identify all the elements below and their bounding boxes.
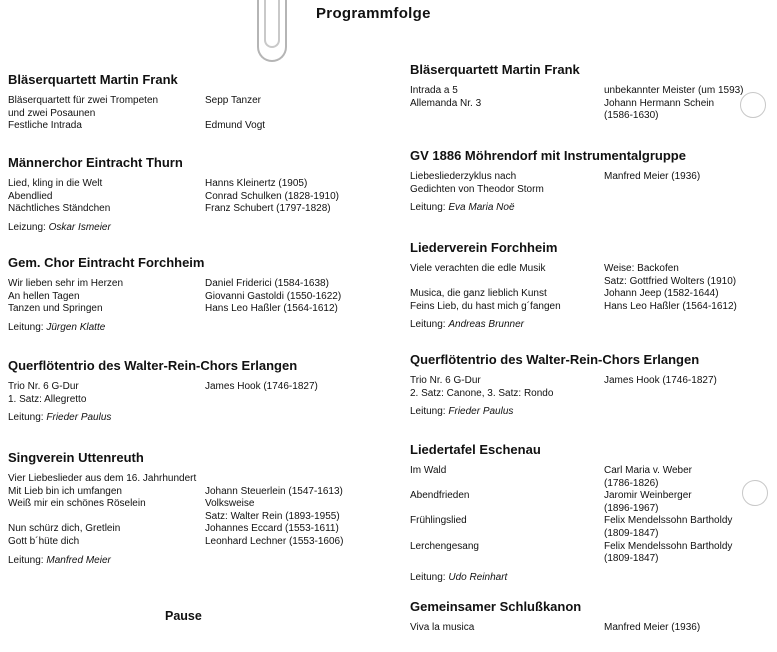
composer: Johann Jeep (1582-1644) xyxy=(604,288,719,300)
piece-title: Vier Liebeslieder aus dem 16. Jahrhundert xyxy=(8,473,197,484)
piece-title: Bläserquartett für zwei Trompeten xyxy=(8,95,159,106)
conductor-name: Manfred Meier xyxy=(46,554,111,566)
piece-title: Festliche Intrada xyxy=(8,120,82,132)
program-row xyxy=(410,503,772,516)
piece-title: Viele verachten die edle Musik xyxy=(410,263,546,274)
conductor-label: Leitung: xyxy=(8,554,47,566)
program-row xyxy=(8,178,378,191)
piece-title: Frühlingslied xyxy=(410,515,467,527)
composer: (1896-1967) xyxy=(604,502,659,514)
conductor-line xyxy=(8,322,378,334)
piece-title: Abendfrieden xyxy=(410,490,470,502)
program-row xyxy=(410,288,772,301)
left-section xyxy=(8,72,378,133)
program-row xyxy=(410,515,772,528)
conductor-label: Leizung: xyxy=(8,221,49,233)
right-section xyxy=(410,599,772,635)
composer: Leonhard Lechner (1553-1606) xyxy=(205,535,344,547)
program-row xyxy=(410,622,772,635)
conductor-line xyxy=(410,319,772,331)
conductor-line xyxy=(410,406,772,418)
page-title: Programmfolge xyxy=(316,5,431,22)
piece-title: und zwei Posaunen xyxy=(8,107,96,119)
composer: Hanns Kleinertz (1905) xyxy=(205,178,308,189)
left-section xyxy=(8,358,378,424)
program-row xyxy=(8,303,378,316)
conductor-label: Leitung: xyxy=(410,406,449,418)
program-rows xyxy=(8,381,378,406)
section-heading: GV 1886 Möhrendorf mit Instrumentalgruppe xyxy=(410,148,686,163)
piece-title: Nun schürz dich, Gretlein xyxy=(8,523,121,535)
composer: Johann Steuerlein (1547-1613) xyxy=(205,485,343,497)
composer: Hans Leo Haßler (1564-1612) xyxy=(604,300,737,312)
program-row xyxy=(8,523,378,536)
program-row xyxy=(8,498,378,511)
program-row xyxy=(8,108,378,121)
conductor-line xyxy=(410,572,772,584)
section-heading: Querflötentrio des Walter-Rein-Chors Erlangen xyxy=(8,358,298,373)
piece-title: An hellen Tagen xyxy=(8,290,80,302)
program-row xyxy=(410,490,772,503)
composer: James Hook (1746-1827) xyxy=(604,375,717,386)
composer: Manfred Meier (1936) xyxy=(604,622,701,633)
conductor-label: Leitung: xyxy=(410,319,449,331)
program-row xyxy=(8,511,378,524)
section-heading: Liedertafel Eschenau xyxy=(410,442,541,457)
conductor-name: Frieder Paulus xyxy=(448,406,514,418)
program-row xyxy=(410,375,772,388)
piece-title: Allemanda Nr. 3 xyxy=(410,97,482,109)
composer: Satz: Walter Rein (1893-1955) xyxy=(205,510,340,522)
conductor-label: Leitung: xyxy=(410,202,449,214)
composer: Satz: Gottfried Wolters (1910) xyxy=(604,275,737,287)
conductor-name: Andreas Brunner xyxy=(448,319,524,331)
program-row xyxy=(410,184,772,197)
program-row xyxy=(410,553,772,566)
conductor-name: Oskar Ismeier xyxy=(48,221,111,233)
piece-title: Weiß mir ein schönes Röselein xyxy=(8,498,146,510)
conductor-line xyxy=(410,202,772,214)
pause-label: Pause xyxy=(165,609,202,623)
piece-title: Lerchengesang xyxy=(410,540,479,552)
piece-title: Feins Lieb, du hast mich g´fangen xyxy=(410,300,561,312)
program-row xyxy=(410,85,772,98)
composer: Felix Mendelssohn Bartholdy xyxy=(604,540,733,552)
conductor-label: Leitung: xyxy=(410,571,449,583)
composer: Edmund Vogt xyxy=(205,120,266,132)
program-row xyxy=(410,465,772,478)
composer: Johannes Eccard (1553-1611) xyxy=(205,523,339,535)
piece-title: Trio Nr. 6 G-Dur xyxy=(8,381,79,392)
section-heading: Gem. Chor Eintracht Forchheim xyxy=(8,255,205,270)
composer: Volksweise xyxy=(205,498,255,510)
program-row xyxy=(410,263,772,276)
conductor-name: Jürgen Klatte xyxy=(46,321,106,333)
composer: unbekannter Meister (um 1593) xyxy=(604,85,744,96)
program-row xyxy=(8,486,378,499)
conductor-name: Frieder Paulus xyxy=(46,412,112,424)
program-row xyxy=(410,528,772,541)
program-row xyxy=(8,473,378,486)
piece-title: Abendlied xyxy=(8,190,53,202)
left-section xyxy=(8,450,378,567)
piece-title: Musica, die ganz lieblich Kunst xyxy=(410,288,547,300)
program-rows xyxy=(8,95,378,133)
program-rows xyxy=(410,263,772,313)
left-section xyxy=(8,155,378,234)
program-row xyxy=(410,301,772,314)
conductor-line xyxy=(8,412,378,424)
program-row xyxy=(8,394,378,407)
conductor-name: Eva Maria Noë xyxy=(448,202,515,214)
composer: (1786-1826) xyxy=(604,477,659,489)
piece-title: Gott b´hüte dich xyxy=(8,535,80,547)
piece-title: Viva la musica xyxy=(410,622,475,633)
program-row xyxy=(8,536,378,549)
piece-title: 1. Satz: Allegretto xyxy=(8,393,87,405)
piece-title: Trio Nr. 6 G-Dur xyxy=(410,375,481,386)
composer: Johann Hermann Schein xyxy=(604,97,715,109)
program-row xyxy=(8,278,378,291)
piece-title: Mit Lieb bin ich umfangen xyxy=(8,485,122,497)
conductor-label: Leitung: xyxy=(8,412,47,424)
composer: Sepp Tanzer xyxy=(205,95,261,106)
program-row xyxy=(410,541,772,554)
piece-title: Im Wald xyxy=(410,465,447,476)
section-heading: Singverein Uttenreuth xyxy=(8,450,144,465)
piece-title: Nächtliches Ständchen xyxy=(8,203,111,215)
section-heading: Gemeinsamer Schlußkanon xyxy=(410,599,582,614)
program-rows xyxy=(410,171,772,196)
composer: (1809-1847) xyxy=(604,527,659,539)
conductor-line xyxy=(8,222,378,234)
composer: Franz Schubert (1797-1828) xyxy=(205,203,331,215)
composer: Giovanni Gastoldi (1550-1622) xyxy=(205,290,342,302)
composer: Conrad Schulken (1828-1910) xyxy=(205,190,339,202)
program-rows xyxy=(410,465,772,566)
composer: Hans Leo Haßler (1564-1612) xyxy=(205,303,338,315)
conductor-line xyxy=(8,555,378,567)
piece-title: Liebesliederzyklus nach xyxy=(410,171,517,182)
program-row xyxy=(8,191,378,204)
piece-title: Intrada a 5 xyxy=(410,85,458,96)
program-row xyxy=(8,291,378,304)
conductor-name: Udo Reinhart xyxy=(448,571,508,583)
section-heading: Querflötentrio des Walter-Rein-Chors Erlangen xyxy=(410,352,700,367)
section-heading: Bläserquartett Martin Frank xyxy=(8,72,178,87)
program-row xyxy=(8,95,378,108)
composer: (1809-1847) xyxy=(604,553,659,565)
piece-title: Gedichten von Theodor Storm xyxy=(410,183,544,195)
composer: Daniel Friderici (1584-1638) xyxy=(205,278,329,289)
composer: Felix Mendelssohn Bartholdy xyxy=(604,515,733,527)
composer: Manfred Meier (1936) xyxy=(604,171,701,182)
conductor-label: Leitung: xyxy=(8,321,47,333)
program-row xyxy=(410,110,772,123)
program-rows xyxy=(8,178,378,216)
program-row xyxy=(8,203,378,216)
section-heading: Bläserquartett Martin Frank xyxy=(410,62,580,77)
right-section xyxy=(410,62,772,123)
piece-title: Tanzen und Springen xyxy=(8,303,103,315)
section-heading: Liederverein Forchheim xyxy=(410,240,558,255)
piece-title: Lied, kling in die Welt xyxy=(8,178,103,189)
composer: Carl Maria v. Weber xyxy=(604,465,692,476)
program-rows xyxy=(8,278,378,316)
program-row xyxy=(410,276,772,289)
program-row xyxy=(410,388,772,401)
program-row xyxy=(410,98,772,111)
program-row xyxy=(410,478,772,491)
composer: James Hook (1746-1827) xyxy=(205,381,318,392)
left-section xyxy=(8,255,378,334)
program-rows xyxy=(410,622,772,635)
composer: Weise: Backofen xyxy=(604,263,679,274)
composer: (1586-1630) xyxy=(604,110,659,122)
piece-title: Wir lieben sehr im Herzen xyxy=(8,278,124,289)
program-rows xyxy=(410,375,772,400)
right-section xyxy=(410,352,772,418)
program-rows xyxy=(8,473,378,549)
composer: Jaromir Weinberger xyxy=(604,490,692,502)
program-row xyxy=(410,171,772,184)
right-section xyxy=(410,240,772,331)
section-heading: Männerchor Eintracht Thurn xyxy=(8,155,183,170)
program-rows xyxy=(410,85,772,123)
right-section xyxy=(410,442,772,584)
program-row xyxy=(8,120,378,133)
piece-title: 2. Satz: Canone, 3. Satz: Rondo xyxy=(410,387,554,399)
right-section xyxy=(410,148,772,214)
program-row xyxy=(8,381,378,394)
paper-clip-inner-icon xyxy=(264,0,280,48)
